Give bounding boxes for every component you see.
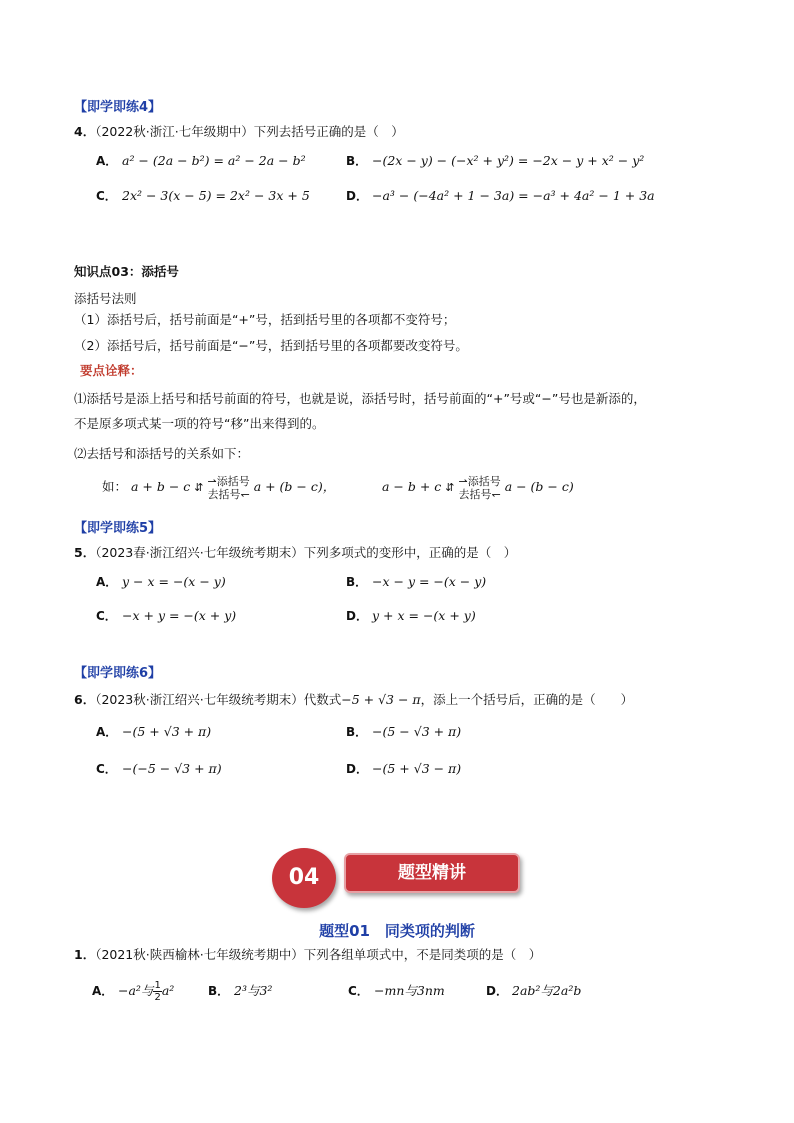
option-expr: −(5 + √3 − π) [372, 761, 462, 776]
question-6-stem [74, 690, 633, 708]
exercise-5-tag: 【即学即练5】 [74, 521, 162, 536]
option-a [96, 723, 211, 740]
option-expr: −x − y = −(x − y) [372, 574, 487, 589]
option-d [486, 976, 581, 1006]
question-number: 1． [74, 947, 96, 962]
example-2-left: a − b + c [382, 479, 442, 494]
question-expr: −5 + √3 − π [341, 692, 421, 707]
question-number: 4． [74, 124, 96, 139]
question-number: 6． [74, 692, 96, 707]
example-1-left: a + b − c [131, 479, 191, 494]
question-4-stem [74, 122, 404, 140]
option-label: D． [486, 984, 508, 998]
rule-1: （1）添括号后，括号前面是“+”号，括到括号里的各项都不变符号； [74, 312, 456, 327]
option-label: A． [96, 575, 118, 589]
arrow-left-icon: ↽ [491, 487, 501, 501]
option-expr: a² − (2a − b²) = a² − 2a − b² [122, 153, 306, 168]
option-a [96, 152, 306, 169]
remove-bracket-label: 去括号↽ [458, 487, 501, 501]
fraction [153, 980, 161, 1003]
example-1-right: a + (b − c)， [253, 479, 336, 494]
option-label: C． [96, 762, 117, 776]
section-title: 题型01 同类项的判断 [319, 922, 475, 940]
option-b [208, 976, 272, 1006]
option-c [96, 187, 310, 204]
option-expr: −a³ − (−4a² + 1 − 3a) = −a³ + 4a² − 1 + 3a [372, 188, 655, 203]
option-label: C． [96, 189, 117, 203]
question-text: （2023春·浙江绍兴·七年级统考期末）下列多项式的变形中，正确的是（ ） [95, 545, 517, 560]
note-2: ⑵去括号和添括号的关系如下： [74, 446, 250, 461]
option-label: B． [346, 154, 368, 168]
option-c [96, 607, 236, 624]
updown-arrow-icon: ⇵ [194, 481, 204, 494]
option-expr: y − x = −(x − y) [122, 574, 226, 589]
option-expr-left: −a²与 [118, 983, 154, 998]
question-5-stem [74, 543, 516, 561]
option-expr: 2³与3² [234, 983, 273, 998]
option-label: D． [346, 609, 368, 623]
add-bracket-label: ⇀添括号 [458, 474, 501, 488]
section-badge-number: 04 [288, 865, 320, 890]
option-label: A． [96, 725, 118, 739]
note-1a: ⑴添括号是添上括号和括号前面的符号，也就是说，添括号时，括号前面的“+”号或“−”号也是新添的， [74, 391, 646, 406]
option-d [346, 607, 476, 624]
relation-label-stack [207, 475, 249, 501]
option-c [96, 760, 222, 777]
question-text: （2021秋·陕西榆林·七年级统考期中）下列各组单项式中，不是同类项的是（ ） [95, 947, 542, 962]
question-1-stem [74, 945, 541, 963]
option-expr: y + x = −(x + y) [372, 608, 476, 623]
option-label: A． [96, 154, 118, 168]
option-label: B． [346, 575, 368, 589]
exercise-4-tag: 【即学即练4】 [74, 100, 162, 115]
relation-example [102, 470, 335, 504]
option-c [348, 976, 445, 1006]
fraction-denominator: 2 [154, 992, 161, 1003]
question-number: 5． [74, 545, 96, 560]
updown-arrow-icon: ⇵ [445, 481, 455, 494]
question-text-tail: ，添上一个括号后，正确的是（ ） [420, 692, 634, 707]
option-label: C． [348, 984, 369, 998]
option-expr: −(5 − √3 + π) [372, 724, 462, 739]
option-label: D． [346, 762, 368, 776]
section-banner-label: 题型精讲 [398, 863, 466, 883]
relation-label-stack [458, 475, 500, 501]
relation-example-2 [382, 470, 574, 504]
fraction-numerator: 1 [154, 980, 161, 991]
rule-2: （2）添括号后，括号前面是“−”号，括到括号里的各项都要改变符号。 [74, 338, 468, 353]
arrow-right-icon: ⇀ [458, 474, 468, 488]
option-expr: 2ab²与2a²b [512, 983, 582, 998]
option-expr: −x + y = −(x + y) [122, 608, 237, 623]
exercise-6-tag: 【即学即练6】 [74, 666, 162, 681]
add-bracket-label: ⇀添括号 [207, 474, 250, 488]
option-b [346, 723, 461, 740]
option-b [346, 152, 644, 169]
option-label: A． [92, 984, 114, 998]
note-title: 要点诠释： [80, 363, 143, 378]
question-text: （2022秋·浙江·七年级期中）下列去括号正确的是（ ） [95, 124, 404, 139]
rule-title: 添括号法则 [74, 291, 137, 306]
remove-bracket-label: 去括号↽ [207, 487, 250, 501]
option-label: D． [346, 189, 368, 203]
option-expr-right: a² [161, 983, 175, 998]
option-expr: −mn与3nm [374, 983, 445, 998]
note-1b: 不是原多项式某一项的符号“移”出来得到的。 [74, 416, 325, 431]
arrow-left-icon: ↽ [240, 487, 250, 501]
example-2-right: a − (b − c) [504, 479, 574, 494]
option-a [96, 573, 226, 590]
question-text: （2023秋·浙江绍兴·七年级统考期末）代数式 [95, 692, 342, 707]
example-prefix: 如： [102, 479, 128, 494]
option-d [346, 760, 461, 777]
option-label: B． [208, 984, 230, 998]
option-d [346, 187, 655, 204]
option-expr: −(2x − y) − (−x² + y²) = −2x − y + x² − y² [372, 153, 645, 168]
option-label: C． [96, 609, 117, 623]
arrow-right-icon: ⇀ [207, 474, 217, 488]
knowledge-point-title: 知识点03：添括号 [74, 264, 179, 279]
option-a [92, 976, 174, 1006]
option-label: B． [346, 725, 368, 739]
option-expr: 2x² − 3(x − 5) = 2x² − 3x + 5 [122, 188, 310, 203]
option-expr: −(5 + √3 + π) [122, 724, 212, 739]
option-b [346, 573, 486, 590]
option-expr: −(−5 − √3 + π) [122, 761, 222, 776]
